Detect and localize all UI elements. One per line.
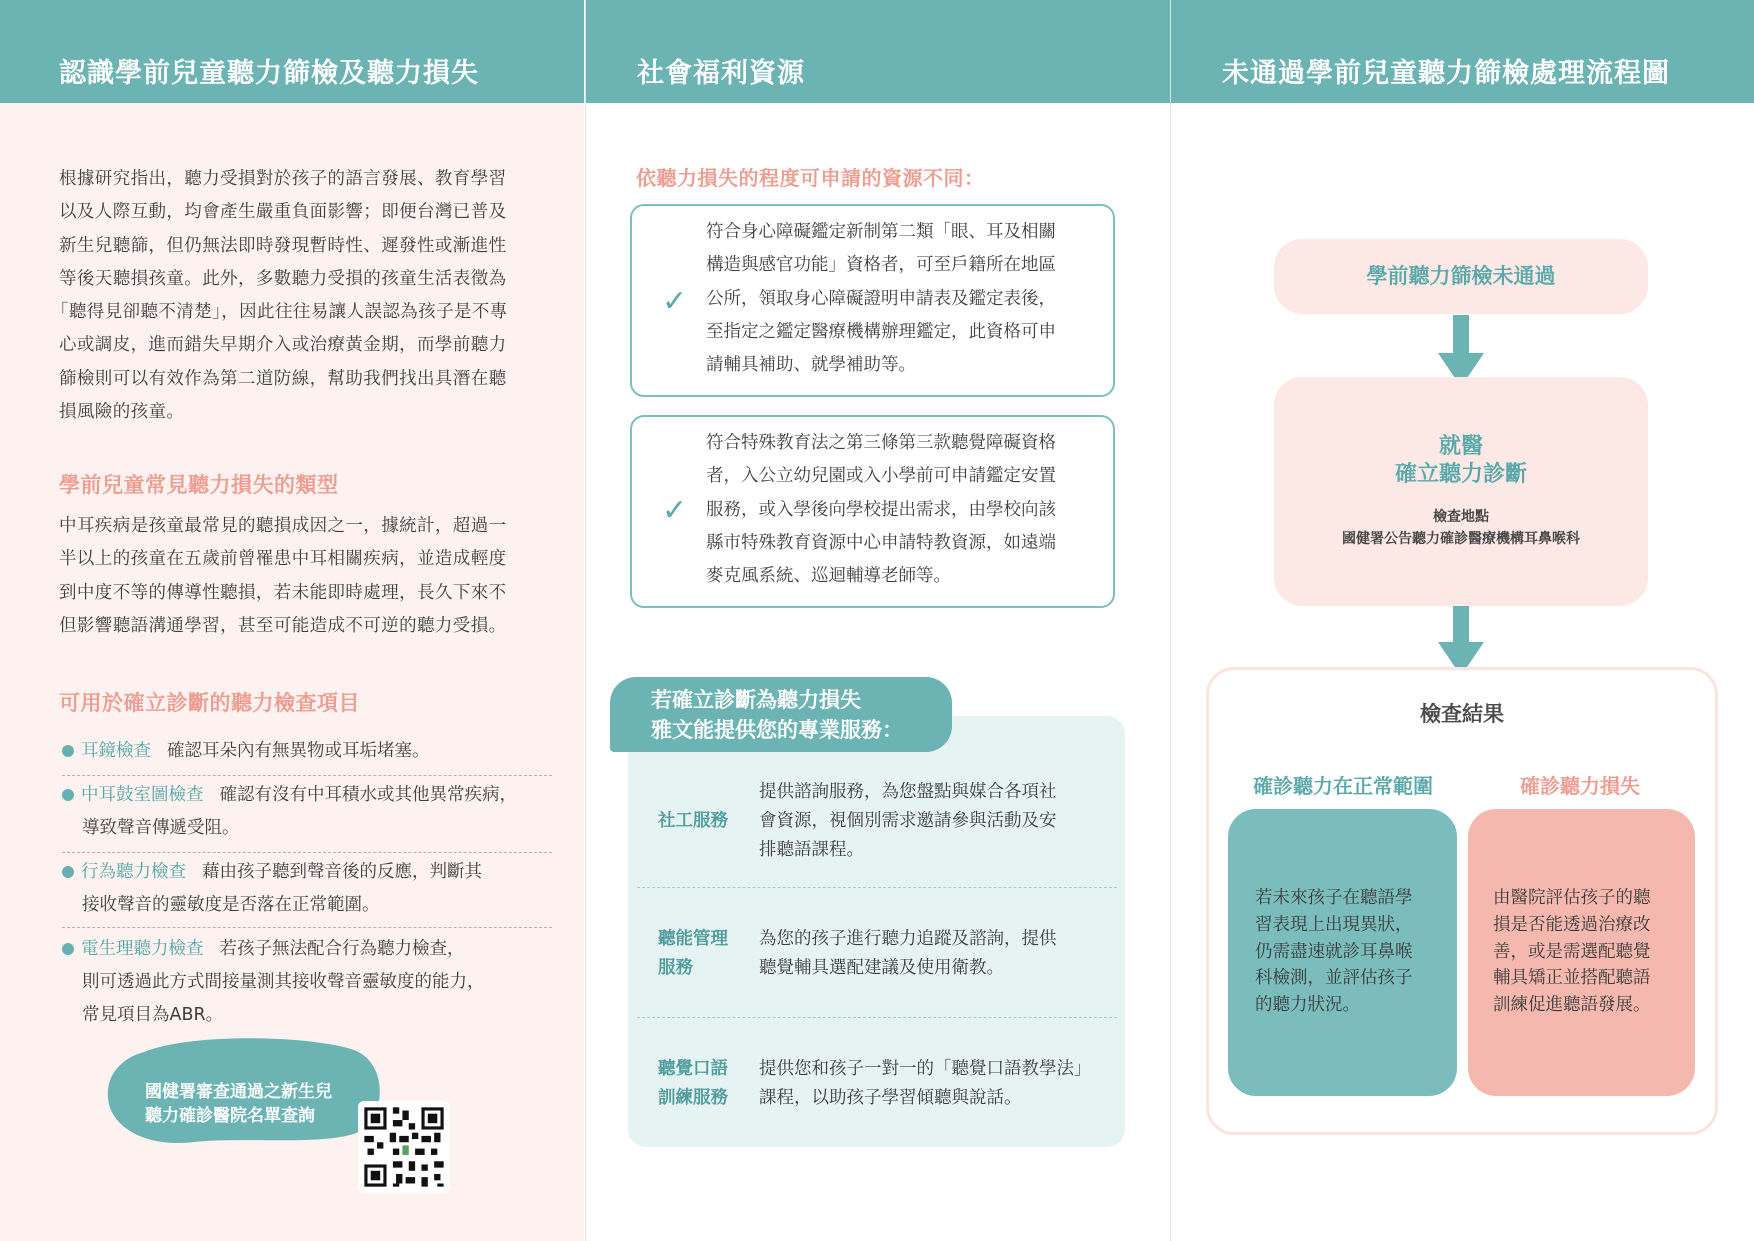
exam-name: 電生理聽力檢查 xyxy=(81,939,204,959)
qr-text-line: 聽力確診醫院名單查詢 xyxy=(145,1106,315,1126)
exam-desc: 藉由孩子聽到聲音後的反應，判斷其 xyxy=(202,862,482,882)
loss-result-card xyxy=(1468,809,1695,1096)
services-tag xyxy=(610,677,952,752)
resource-line: 服務，或入學後向學校提出需求，由學校向該 xyxy=(706,499,1056,520)
exam-desc: 接收聲音的靈敏度是否落在正常範圍。 xyxy=(82,895,380,915)
qr-text-line: 國健署審查通過之新生兒 xyxy=(145,1082,332,1102)
exam-desc: 常見項目為ABR。 xyxy=(82,1005,224,1025)
flow-step-text: 學前聽力篩檢未通過 xyxy=(1366,264,1556,288)
check-icon: ✓ xyxy=(662,284,688,319)
types-line: 但影響聽語溝通學習，甚至可能造成不可逆的聽力受損。 xyxy=(59,615,507,636)
qr-callout-text xyxy=(145,1080,332,1128)
intro-line: 篩檢則可以有效作為第二道防線，幫助我們找出具潛在聽 xyxy=(59,368,507,389)
loss-line: 損是否能透過治療改 xyxy=(1493,914,1651,935)
resource-card xyxy=(630,415,1115,608)
service-desc-line: 為您的孩子進行聽力追蹤及諮詢，提供 xyxy=(759,929,1057,949)
resource-line: 公所，領取身心障礙證明申請表及鑑定表後， xyxy=(706,288,1056,309)
resource-line: 符合身心障礙鑑定新制第二類「眼、耳及相關 xyxy=(706,222,1056,242)
loss-line: 善，或是需選配聽覺 xyxy=(1493,941,1651,962)
bullet-dot-icon xyxy=(62,789,74,801)
resource-line: 至指定之鑑定醫療機構辦理鑑定，此資格可申 xyxy=(706,321,1056,342)
resource-line: 縣市特殊教育資源中心申請特教資源，如遠端 xyxy=(706,532,1056,553)
location-label: 檢查地點 xyxy=(1433,509,1489,525)
normal-line: 若未來孩子在聽語學 xyxy=(1255,888,1413,908)
service-label-line: 服務 xyxy=(658,958,693,978)
bullet-dot-icon xyxy=(62,943,74,955)
intro-line: 「聽得見卻聽不清楚」，因此往往易讓人誤認為孩子是不專 xyxy=(51,302,508,323)
service-desc xyxy=(759,778,1099,865)
loss-line: 輔具矯正並搭配聽語 xyxy=(1493,968,1651,989)
normal-result-text xyxy=(1255,885,1413,1019)
right-panel-title: 未通過學前兒童聽力篩檢處理流程圖 xyxy=(1222,58,1670,89)
arrow-down-icon xyxy=(1438,606,1484,676)
loss-result-text xyxy=(1493,885,1651,1019)
loss-result-heading: 確診聽力損失 xyxy=(1520,774,1640,798)
exam-item xyxy=(62,735,552,768)
resources-subtitle: 依聽力損失的程度可申請的資源不同： xyxy=(636,166,985,190)
normal-line: 仍需盡速就診耳鼻喉 xyxy=(1255,941,1413,962)
service-desc-line: 提供您和孩子一對一的「聽覺口語教學法」 xyxy=(759,1059,1092,1079)
intro-line: 根據研究指出，聽力受損對於孩子的語言發展、教育學習 xyxy=(59,169,507,189)
resource-line: 者，入公立幼兒園或入小學前可申請鑑定安置 xyxy=(706,466,1056,487)
service-label xyxy=(658,1055,748,1113)
service-label-line: 聽能管理 xyxy=(658,929,728,949)
service-desc-line: 聽覺輔具選配建議及使用衛教。 xyxy=(759,958,1004,978)
services-tag-text xyxy=(651,685,903,745)
bullet-dot-icon xyxy=(62,745,74,757)
exam-desc: 若孩子無法配合行為聽力檢查， xyxy=(219,939,465,959)
location-value: 國健署公告聽力確診醫療機構耳鼻喉科 xyxy=(1342,531,1580,547)
resource-line: 請輔具補助、就學補助等。 xyxy=(706,355,916,376)
results-title: 檢查結果 xyxy=(1420,702,1504,726)
mid-panel-title: 社會福利資源 xyxy=(637,58,805,89)
flow-step-diagnosis xyxy=(1274,377,1648,606)
services-tag-line: 雅文能提供您的專業服務： xyxy=(651,718,903,742)
normal-result-card xyxy=(1228,809,1457,1096)
loss-line: 訓練促進聽語發展。 xyxy=(1493,995,1651,1016)
divider xyxy=(637,887,1117,888)
resource-text xyxy=(706,216,1098,382)
service-label-line: 聽覺口語 xyxy=(658,1059,728,1079)
divider xyxy=(637,1017,1117,1018)
left-panel-title: 認識學前兒童聽力篩檢及聽力損失 xyxy=(59,58,479,89)
exam-desc: 導致聲音傳遞受阻。 xyxy=(82,818,240,838)
service-label-line: 社工服務 xyxy=(658,811,728,831)
types-line: 到中度不等的傳導性聽損，若未能即時處理，長久下來不 xyxy=(59,582,507,603)
bullet-dot-icon xyxy=(62,866,74,878)
intro-line: 等後天聽損孩童。此外，多數聽力受損的孩童生活表徵為 xyxy=(59,268,507,289)
exam-name: 耳鏡檢查 xyxy=(81,741,151,761)
exam-desc: 確認有沒有中耳積水或其他異常疾病， xyxy=(219,785,517,805)
normal-line: 的聽力狀況。 xyxy=(1255,995,1360,1016)
loss-line: 由醫院評估孩子的聽 xyxy=(1493,888,1651,908)
services-tag-line: 若確立診斷為聽力損失 xyxy=(651,688,861,712)
service-desc-line: 會資源，視個別需求邀請參與活動及安 xyxy=(759,811,1057,831)
flow-step-screening-failed xyxy=(1274,239,1648,314)
resource-card xyxy=(630,204,1115,397)
exam-desc: 確認耳朵內有無異物或耳垢堵塞。 xyxy=(167,741,430,761)
exams-heading: 可用於確立診斷的聽力檢查項目 xyxy=(59,691,360,715)
intro-line: 以及人際互動，均會產生嚴重負面影響；即便台灣已普及 xyxy=(59,202,507,223)
intro-paragraph xyxy=(51,163,559,429)
divider xyxy=(62,775,552,776)
exam-item xyxy=(62,856,552,922)
qr-code-icon[interactable] xyxy=(358,1101,450,1193)
panel-hearing-intro xyxy=(0,0,584,1241)
resource-line: 符合特殊教育法之第三條第三款聽覺障礙資格 xyxy=(706,433,1056,453)
qr-code-graphic xyxy=(358,1101,450,1193)
exam-name: 中耳鼓室圖檢查 xyxy=(81,785,204,805)
service-desc xyxy=(759,925,1099,983)
divider xyxy=(62,852,552,853)
intro-line: 損風險的孩童。 xyxy=(59,402,185,423)
divider xyxy=(62,927,552,928)
service-desc-line: 提供諮詢服務，為您盤點與媒合各項社 xyxy=(759,782,1057,802)
right-header-bar xyxy=(1171,0,1754,103)
resource-line: 構造與感官功能」資格者，可至戶籍所在地區 xyxy=(706,255,1056,276)
diagnosis-title xyxy=(1274,433,1648,489)
types-line: 半以上的孩童在五歲前曾罹患中耳相關疾病，並造成輕度 xyxy=(59,549,507,570)
diagnosis-title-line: 確立聽力診斷 xyxy=(1394,462,1527,487)
intro-line: 心或調皮，進而錯失早期介入或治療黃金期，而學前聽力 xyxy=(59,335,507,356)
service-label xyxy=(658,925,748,983)
service-label xyxy=(658,807,748,836)
service-label-line: 訓練服務 xyxy=(658,1088,728,1108)
types-line: 中耳疾病是孩童最常見的聽損成因之一，據統計，超過一 xyxy=(59,516,507,536)
service-desc-line: 排聽語課程。 xyxy=(759,840,864,860)
normal-result-heading: 確診聽力在正常範圍 xyxy=(1253,774,1433,798)
resource-line: 麥克風系統、巡迴輔導老師等。 xyxy=(706,566,951,587)
intro-line: 新生兒聽篩，但仍無法即時發現暫時性、遲發性或漸進性 xyxy=(59,235,507,256)
exam-name: 行為聽力檢查 xyxy=(81,862,186,882)
mid-header-bar xyxy=(586,0,1170,103)
service-desc-line: 課程，以助孩子學習傾聽與說話。 xyxy=(759,1088,1022,1108)
normal-line: 科檢測，並評估孩子 xyxy=(1255,968,1413,989)
exam-item xyxy=(62,779,552,845)
check-icon: ✓ xyxy=(662,493,688,528)
types-paragraph xyxy=(59,510,559,643)
exam-desc: 則可透過此方式間接量測其接收聲音靈敏度的能力， xyxy=(82,972,485,992)
service-desc xyxy=(759,1055,1114,1113)
location-info xyxy=(1274,506,1648,550)
exam-item xyxy=(62,933,552,1032)
types-heading: 學前兒童常見聽力損失的類型 xyxy=(59,473,339,497)
resource-text xyxy=(706,427,1098,593)
diagnosis-title-line: 就醫 xyxy=(1438,434,1483,459)
left-header-bar xyxy=(0,0,584,103)
normal-line: 習表現上出現異狀， xyxy=(1255,914,1413,935)
